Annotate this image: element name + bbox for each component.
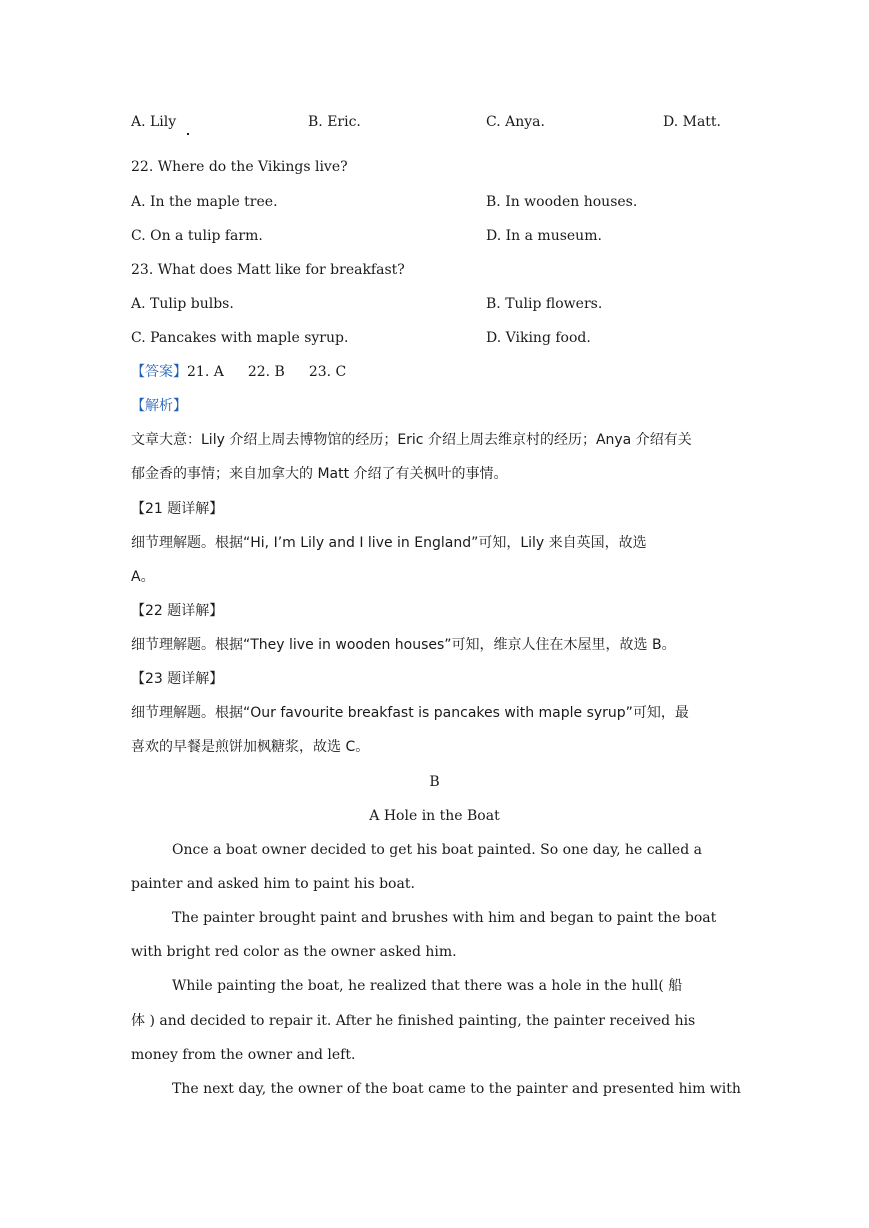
answer-label: 【答案】: [131, 364, 187, 380]
passage-line-7: money from the owner and left.: [131, 1047, 356, 1063]
section-heading: B: [429, 774, 440, 790]
passage-line-4: with bright red color as the owner asked him.: [131, 944, 457, 960]
detail23-label: 【23 题详解】: [131, 671, 224, 687]
answer-22: 22. B: [247, 364, 285, 380]
analysis-label: 【解析】: [131, 398, 187, 414]
passage-line-5: While painting the boat, he realized that there was a hole in the hull( 船: [172, 978, 683, 994]
passage-title: A Hole in the Boat: [369, 808, 500, 824]
passage-line-3: The painter brought paint and brushes with him and began to paint the boat: [172, 910, 717, 926]
passage-line-6: 体 ) and decided to repair it. After he finished painting, the painter received his: [131, 1013, 696, 1029]
detail21-line-2: A。: [131, 569, 155, 585]
q23-option-b: B. Tulip flowers.: [486, 296, 603, 312]
detail21-line-1: 细节理解题。根据“Hi, I’m Lily and I live in England”可知，Lily 来自英国，故选: [131, 535, 647, 551]
passage-line-1: Once a boat owner decided to get his boat painted. So one day, he called a: [172, 842, 702, 858]
summary-line-2: 郁金香的事情；来自加拿大的 Matt 介绍了有关枫叶的事情。: [131, 466, 508, 482]
q22-option-a: A. In the maple tree.: [131, 194, 278, 210]
q22-question: 22. Where do the Vikings live?: [131, 159, 348, 175]
passage-line-8: The next day, the owner of the boat came to the painter and presented him with: [172, 1081, 741, 1097]
q22-option-d: D. In a museum.: [486, 228, 602, 244]
passage-line-2: painter and asked him to paint his boat.: [131, 876, 415, 892]
answer-23: 23. C: [308, 364, 347, 380]
detail23-line-1: 细节理解题。根据“Our favourite breakfast is pancakes with maple syrup”可知，最: [131, 705, 689, 721]
answer-line: [131, 363, 738, 381]
q21-option-d: D. Matt.: [663, 114, 722, 130]
q21-option-c: C. Anya.: [486, 114, 545, 130]
detail23-line-2: 喜欢的早餐是煎饼加枫糖浆，故选 C。: [131, 739, 370, 755]
q21-option-a: A. Lily: [131, 114, 177, 130]
q23-question: 23. What does Matt like for breakfast?: [131, 262, 405, 278]
q23-option-c: C. Pancakes with maple syrup.: [131, 330, 349, 346]
q21-option-b: B. Eric.: [308, 114, 361, 130]
summary-line-1: 文章大意：Lily 介绍上周去博物馆的经历；Eric 介绍上周去维京村的经历；Anya 介绍有关: [131, 432, 692, 448]
answer-21: 21. A: [187, 364, 224, 380]
detail22-label: 【22 题详解】: [131, 603, 224, 619]
detail22-line-1: 细节理解题。根据“They live in wooden houses”可知，维京人住在木屋里，故选 B。: [131, 637, 676, 653]
detail21-label: 【21 题详解】: [131, 501, 224, 517]
q22-option-b: B. In wooden houses.: [486, 194, 638, 210]
q22-option-c: C. On a tulip farm.: [131, 228, 263, 244]
q23-option-d: D. Viking food.: [486, 330, 591, 346]
q23-option-a: A. Tulip bulbs.: [131, 296, 234, 312]
stray-dot: [187, 133, 189, 135]
